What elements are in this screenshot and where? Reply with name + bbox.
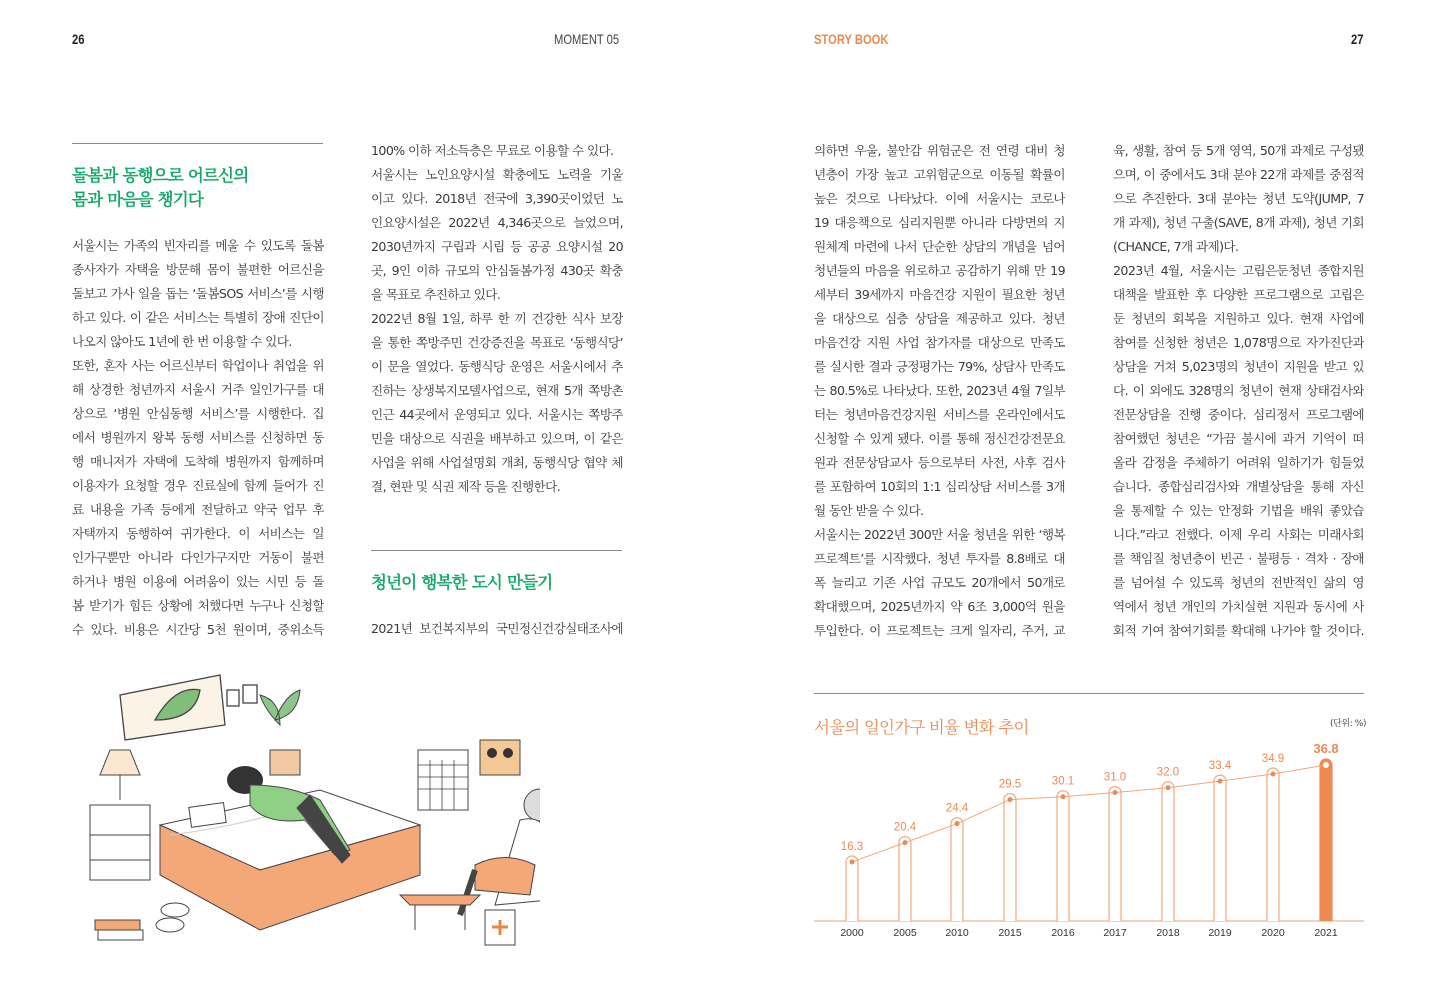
text-line: 또한, 혼자 사는 어르신부터 학업이나 취업을 위 bbox=[72, 358, 324, 373]
data-point bbox=[1323, 762, 1329, 768]
text-line: 상담을 거쳐 5,023명의 청년이 지원을 받고 있 bbox=[1113, 359, 1364, 374]
text-line: 높은 것으로 나타났다. 이에 서울시는 코로나 bbox=[814, 191, 1065, 206]
section-divider bbox=[72, 143, 323, 144]
data-point bbox=[1166, 785, 1171, 790]
text-line: 을 통한 쪽방주민 건강증진을 목표로 ‘동행식당’ bbox=[371, 335, 623, 350]
text-line: 19 대응책으로 심리지원뿐 아니라 다방면의 지 bbox=[814, 215, 1065, 230]
text-line: 사업을 위해 사업설명회 개최, 동행식당 협약 체 bbox=[371, 455, 623, 470]
text-line: 곳, 9인 이하 규모의 안심돌봄가정 430곳 확충 bbox=[371, 263, 623, 278]
data-label: 29.5 bbox=[998, 778, 1022, 791]
text-line: 대책을 발표한 후 다양한 프로그램으로 고립은 bbox=[1113, 287, 1364, 302]
one-person-household-chart bbox=[805, 700, 1375, 950]
data-point bbox=[955, 821, 960, 826]
text-line: 인요양시설은 2022년 4,346곳으로 늘었으며, bbox=[371, 215, 623, 230]
bar bbox=[1214, 775, 1226, 921]
text-line: 신청할 수 있게 됐다. 이를 통해 정신건강전문요 bbox=[814, 431, 1065, 446]
data-label: 33.4 bbox=[1208, 760, 1232, 773]
text-line: 서울시는 노인요양시설 확충에도 노력을 기울 bbox=[371, 167, 623, 182]
x-tick-label: 2017 bbox=[1103, 927, 1127, 939]
data-point bbox=[1061, 794, 1066, 799]
paragraph bbox=[371, 163, 623, 307]
family-photo-icon bbox=[480, 740, 520, 775]
text-line: 원체계 마련에 나서 단순한 상담의 개념을 넘어 bbox=[814, 239, 1065, 254]
text-line: 나오지 않아도 1년에 한 번 이용할 수 있다. bbox=[72, 334, 292, 349]
text-line: 하고 있다. 이 같은 서비스는 특별히 장애 진단이 bbox=[72, 310, 324, 325]
text-line: 이고 있다. 2018년 전국에 3,390곳이었던 노 bbox=[371, 191, 623, 206]
text-line: 를 넘어설 수 있도록 청년의 전반적인 삶의 영 bbox=[1113, 575, 1364, 590]
heading-line: 몸과 마음을 챙기다 bbox=[72, 190, 204, 209]
text-line: 결, 현판 및 식권 제작 등을 진행한다. bbox=[371, 479, 561, 494]
section-heading-care bbox=[72, 164, 248, 212]
text-line: 상으로 ‘병원 안심동행 서비스’를 시행한다. 집 bbox=[72, 406, 324, 421]
text-line: 년층이 가장 높고 고위험군으로 이동될 확률이 bbox=[814, 167, 1065, 182]
data-label: 30.1 bbox=[1051, 775, 1075, 788]
body-column-1 bbox=[72, 234, 324, 642]
text-line: 료 내용을 가족 등에게 전달하고 약국 업무 후 bbox=[72, 502, 324, 517]
bar bbox=[1267, 768, 1279, 921]
calendar-icon bbox=[418, 750, 468, 810]
text-line: 세부터 39세까지 마음건강 지원이 필요한 청년 bbox=[814, 287, 1065, 302]
text-line: 개 과제), 청년 구출(SAVE, 8개 과제), 청년 기회 bbox=[1113, 215, 1364, 230]
data-point bbox=[1113, 790, 1118, 795]
text-line: 2030년까지 구립과 시립 등 공공 요양시설 20 bbox=[371, 239, 623, 254]
paragraph bbox=[1113, 259, 1364, 643]
bar bbox=[846, 856, 858, 921]
text-line: 를 책임질 청년층이 빈곤 · 불평등 · 격차 · 장애 bbox=[1113, 551, 1364, 566]
data-point bbox=[1271, 772, 1276, 777]
section-label-left: MOMENT 05 bbox=[554, 31, 620, 47]
text-line: 육, 생활, 참여 등 5개 영역, 50개 과제로 구성됐 bbox=[1113, 143, 1364, 158]
lamp-icon bbox=[100, 750, 140, 800]
data-label: 16.3 bbox=[840, 841, 864, 853]
slippers-icon bbox=[156, 903, 189, 932]
paragraph bbox=[371, 139, 623, 163]
x-tick-label: 2000 bbox=[840, 927, 864, 939]
x-tick-label: 2021 bbox=[1314, 927, 1338, 939]
nightstand-icon bbox=[90, 805, 150, 880]
text-line: 참여했던 청년은 “가끔 불시에 과거 기억이 떠 bbox=[1113, 431, 1364, 446]
body-column-4 bbox=[1113, 139, 1364, 643]
data-label: 24.4 bbox=[945, 802, 969, 815]
text-line: 니다.”라고 전했다. 이제 우리 사회는 미래사회 bbox=[1113, 527, 1364, 542]
text-line: 역에서 청년 개인의 가치실현 지원과 동시에 사 bbox=[1113, 599, 1364, 614]
text-line: 참여를 신청한 청년은 1,078명으로 자가진단과 bbox=[1113, 335, 1364, 350]
plant-icon bbox=[260, 690, 300, 775]
chart-title: 서울의 일인가구 비율 변화 추이 bbox=[814, 718, 1029, 737]
paragraph bbox=[814, 523, 1065, 643]
x-tick-label: 2016 bbox=[1051, 927, 1075, 939]
paragraph bbox=[371, 617, 623, 641]
books-icon bbox=[95, 920, 143, 940]
data-point bbox=[1218, 779, 1223, 784]
text-line: 마음건강 지원 사업 참가자를 대상으로 만족도 bbox=[814, 335, 1065, 350]
paragraph bbox=[814, 139, 1065, 523]
text-line: 의하면 우울, 불안감 위험군은 전 연령 대비 청 bbox=[814, 143, 1065, 158]
picture-frames-icon bbox=[227, 685, 257, 706]
x-tick-label: 2015 bbox=[998, 927, 1022, 939]
bar bbox=[1057, 791, 1069, 921]
text-line: 인근 44곳에서 운영되고 있다. 서울시는 쪽방주 bbox=[371, 407, 623, 422]
text-line: 터는 청년마음건강지원 서비스를 온라인에서도 bbox=[814, 407, 1065, 422]
x-tick-label: 2010 bbox=[945, 927, 969, 939]
paragraph bbox=[72, 354, 324, 642]
text-line: 해 상경한 청년까지 서울시 거주 일인가구를 대 bbox=[72, 382, 324, 397]
data-label: 20.4 bbox=[893, 821, 917, 834]
text-line: 100% 이하 저소득층은 무료로 이용할 수 있다. bbox=[371, 143, 614, 158]
data-label: 32.0 bbox=[1156, 766, 1180, 779]
x-tick-label: 2019 bbox=[1208, 927, 1232, 939]
text-line: (CHANCE, 7개 과제)다. bbox=[1113, 239, 1239, 254]
text-line: 습니다. 종합심리검사와 개별상담을 통해 자신 bbox=[1113, 479, 1364, 494]
text-line: 다. 이 외에도 328명의 청년이 현재 상태검사와 bbox=[1113, 383, 1364, 398]
text-line: 을 목표로 추진하고 있다. bbox=[371, 287, 501, 302]
text-line: 하거나 병원 이용에 어려움이 있는 시민 등 돌 bbox=[72, 574, 324, 589]
paragraph bbox=[1113, 139, 1364, 259]
body-column-3 bbox=[814, 139, 1065, 643]
text-line: 둔 청년의 회복을 지원하고 있다. 현재 사업에 bbox=[1113, 311, 1364, 326]
text-line: 월 동안 받을 수 있다. bbox=[814, 503, 924, 518]
table-icon bbox=[400, 895, 480, 930]
text-line: 폭 늘리고 기존 사업 규모도 20개에서 50개로 bbox=[814, 575, 1065, 590]
bar bbox=[899, 837, 911, 921]
text-line: 2023년 4월, 서울시는 고립은둔청년 종합지원 bbox=[1113, 263, 1364, 278]
text-line: 을 대상으로 심층 상담을 제공하고 있다. 청년 bbox=[814, 311, 1065, 326]
paragraph bbox=[72, 234, 324, 354]
text-line: 자택까지 동행하여 귀가한다. 이 서비스는 일 bbox=[72, 526, 324, 541]
text-line: 이 문을 열었다. 동행식당 운영은 서울시에서 추 bbox=[371, 359, 623, 374]
text-line: 청년들의 마음을 위로하고 공감하기 위해 만 19 bbox=[814, 263, 1065, 278]
text-line: 올라 감정을 주체하기 어려워 일하기가 힘들었 bbox=[1113, 455, 1364, 470]
bar bbox=[1109, 786, 1121, 921]
section-heading-youth: 청년이 행복한 도시 만들기 bbox=[371, 573, 553, 592]
page-number-right: 27 bbox=[1351, 31, 1364, 47]
text-line: 원과 전문상담교사 등으로부터 사전, 사후 검사 bbox=[814, 455, 1065, 470]
text-line: 민을 대상으로 식권을 배부하고 있으며, 이 같은 bbox=[371, 431, 623, 446]
medicine-box-icon bbox=[485, 910, 515, 945]
data-label: 34.9 bbox=[1261, 753, 1285, 766]
text-line: 확대했으며, 2025년까지 약 6조 3,000억 원을 bbox=[814, 599, 1065, 614]
section-divider bbox=[371, 550, 622, 551]
chart-divider bbox=[814, 693, 1364, 694]
heading-line: 돌봄과 동행으로 어르신의 bbox=[72, 166, 249, 185]
text-line: 전문상담을 진행 중이다. 심리정서 프로그램에 bbox=[1113, 407, 1364, 422]
section-label-right: STORY BOOK bbox=[814, 31, 889, 47]
text-line: 서울시는 가족의 빈자리를 메울 수 있도록 돌봄 bbox=[72, 238, 324, 253]
data-label: 36.8 bbox=[1313, 741, 1339, 757]
chart-unit-label: (단위: %) bbox=[1330, 719, 1367, 729]
data-label: 31.0 bbox=[1103, 771, 1127, 784]
text-line: 으로 추진한다. 3대 분야는 청년 도약(JUMP, 7 bbox=[1113, 191, 1364, 206]
x-tick-label: 2005 bbox=[893, 927, 917, 939]
body-column-2b bbox=[371, 617, 623, 641]
data-point bbox=[850, 860, 855, 865]
text-line: 프로젝트’를 시작했다. 청년 투자를 8.8배로 대 bbox=[814, 551, 1065, 566]
text-line: 인가구뿐만 아니라 다인가구지만 거동이 불편 bbox=[72, 550, 324, 565]
illustration-bedroom bbox=[80, 665, 540, 965]
data-point bbox=[903, 840, 908, 845]
x-tick-label: 2020 bbox=[1261, 927, 1285, 939]
x-tick-label: 2018 bbox=[1156, 927, 1180, 939]
wall-poster-leaf-icon bbox=[120, 675, 225, 740]
text-line: 회적 기여 참여기회를 확대해 나가야 할 것이다. bbox=[1113, 623, 1364, 638]
text-line: 수 있다. 비용은 시간당 5천 원이며, 중위소득 bbox=[72, 622, 324, 637]
text-line: 돌보고 가사 일을 돕는 ‘돌봄SOS 서비스’를 시행 bbox=[72, 286, 324, 301]
text-line: 봄 받기가 힘든 상황에 처했다면 누구나 신청할 bbox=[72, 598, 324, 613]
body-column-2 bbox=[371, 139, 623, 499]
paragraph bbox=[371, 307, 623, 499]
text-line: 는 80.5%로 나타났다. 또한, 2023년 4월 7일부 bbox=[814, 383, 1065, 398]
text-line: 종사자가 자택을 방문해 몸이 불편한 어르신을 bbox=[72, 262, 324, 277]
trend-line bbox=[852, 765, 1326, 862]
text-line: 를 실시한 결과 긍정평가는 79%, 상담사 만족도 bbox=[814, 359, 1065, 374]
text-line: 서울시는 2022년 300만 서울 청년을 위한 ‘행복 bbox=[814, 527, 1065, 542]
text-line: 에서 병원까지 왕복 동행 서비스를 신청하면 동 bbox=[72, 430, 324, 445]
text-line: 행 매니저가 자택에 도착해 병원까지 함께하며 bbox=[72, 454, 324, 469]
text-line: 진하는 상생복지모델사업으로, 현재 5개 쪽방촌 bbox=[371, 383, 623, 398]
text-line: 을 통제할 수 있는 안정화 기법을 배워 좋았습 bbox=[1113, 503, 1364, 518]
bar bbox=[1162, 782, 1174, 921]
text-line: 투입한다. 이 프로젝트는 크게 일자리, 주거, 교 bbox=[814, 623, 1065, 638]
bar bbox=[1004, 794, 1016, 921]
text-line: 으며, 이 중에서도 3대 분야 22개 과제를 중점적 bbox=[1113, 167, 1364, 182]
data-point bbox=[1008, 797, 1013, 802]
bar bbox=[951, 818, 963, 921]
text-line: 이용자가 요청할 경우 진료실에 함께 들어가 진 bbox=[72, 478, 324, 493]
text-line: 를 포함하여 10회의 1:1 심리상담 서비스를 3개 bbox=[814, 479, 1065, 494]
bar bbox=[1320, 759, 1332, 921]
text-line: 2021년 보건복지부의 국민정신건강실태조사에 bbox=[371, 621, 623, 636]
text-line: 2022년 8월 1일, 하루 한 끼 건강한 식사 보장 bbox=[371, 311, 623, 326]
page-number-left: 26 bbox=[72, 31, 85, 47]
